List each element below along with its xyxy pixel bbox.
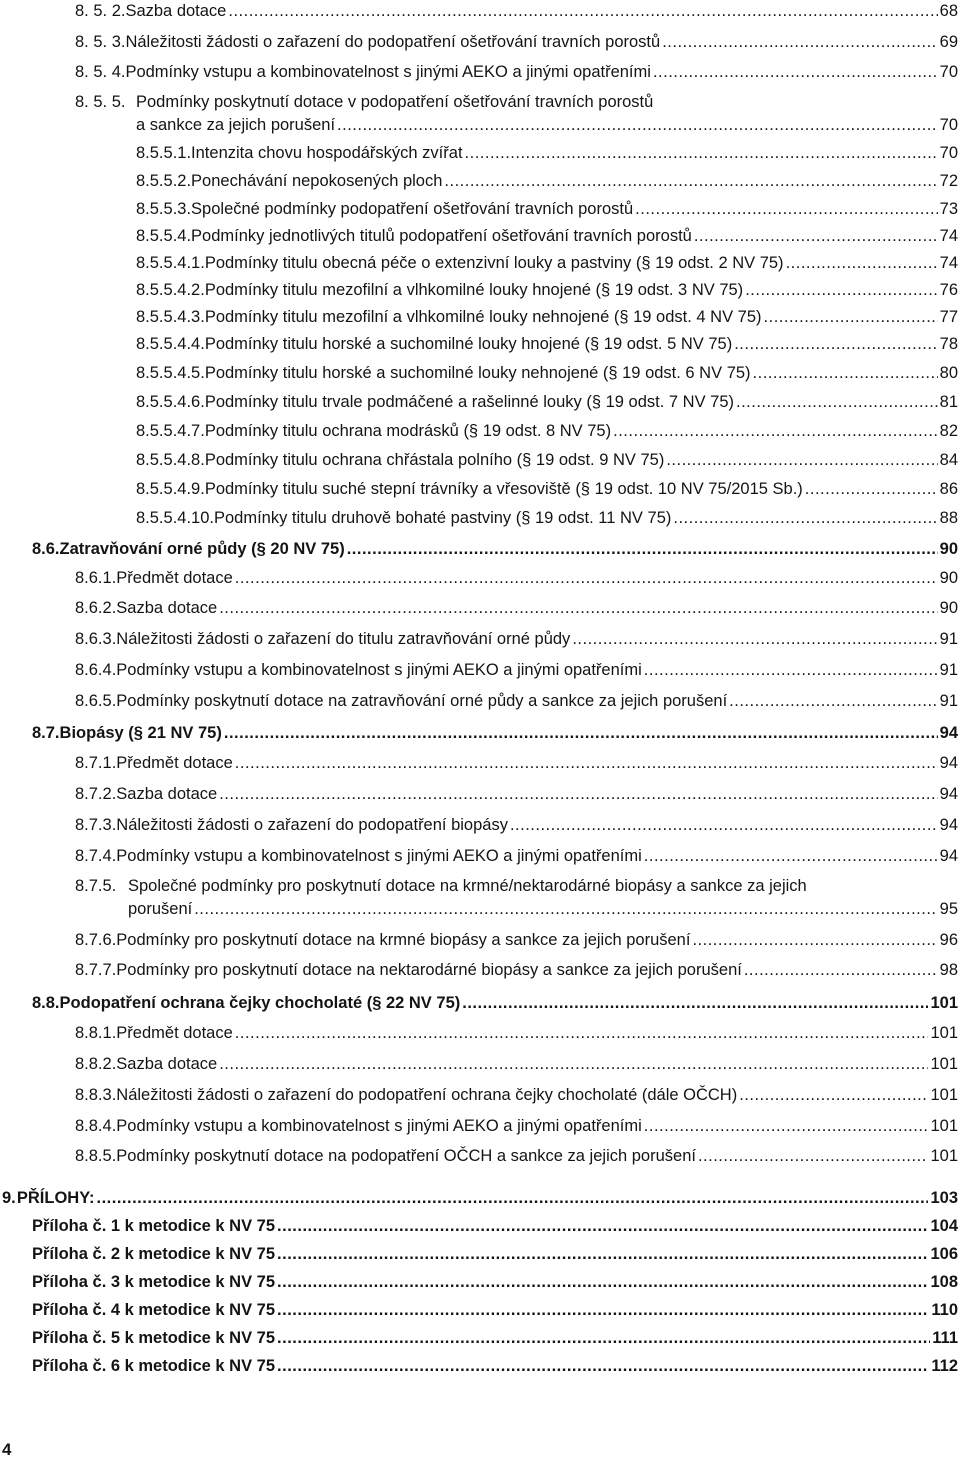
toc-title: Zatravňování orné půdy (§ 20 NV 75): [59, 540, 345, 558]
toc-leader: [613, 420, 938, 442]
toc-entry[interactable]: [75, 597, 958, 619]
toc-title: Podmínky poskytnutí dotace na zatravňování orné půdy a sankce za jejich porušení: [116, 692, 728, 710]
toc-page: 101: [930, 994, 958, 1012]
toc-title: Náležitosti žádosti o zařazení do podopatření ochrana čejky chocholaté (dále OČCH): [116, 1086, 738, 1104]
toc-leader: [753, 362, 938, 384]
toc-title: Podmínky titulu ochrana chřástala polního (§ 19 odst. 9 NV 75): [204, 451, 665, 469]
toc-page: 70: [939, 63, 958, 81]
toc-section[interactable]: [32, 538, 958, 560]
toc-entry[interactable]: [75, 929, 958, 951]
toc-entry[interactable]: [136, 391, 958, 413]
toc-leader: [673, 507, 937, 529]
toc-leader: [644, 845, 938, 867]
toc-leader: [666, 449, 937, 471]
toc-number: 8.6.: [32, 540, 60, 558]
toc-title: PŘÍLOHY:: [16, 1189, 95, 1207]
toc-leader: [444, 170, 937, 192]
toc-title: Podmínky titulu ochrana modrásků (§ 19 odst. 8 NV 75): [204, 422, 612, 440]
toc-page: 91: [939, 661, 958, 679]
toc-entry[interactable]: [136, 170, 958, 192]
toc-entry[interactable]: [75, 0, 958, 22]
toc-entry[interactable]: [75, 752, 958, 774]
toc-title: Podmínky vstupu a kombinovatelnost s jinými AEKO a jinými opatřeními: [125, 63, 651, 81]
toc-page: 77: [939, 308, 958, 326]
toc-title: Podmínky titulu druhově bohaté pastviny (§ 19 odst. 11 NV 75): [213, 509, 672, 527]
toc-title: Náležitosti žádosti o zařazení do titulu zatravňování orné půdy: [116, 630, 571, 648]
toc-leader: [97, 1187, 929, 1209]
toc-title: Podopatření ochrana čejky chocholaté (§ 22 NV 75): [59, 994, 461, 1012]
toc-leader: [235, 752, 938, 774]
toc-entry[interactable]: [136, 279, 958, 301]
toc-page: 101: [930, 1024, 958, 1042]
toc-title: Podmínky pro poskytnutí dotace na krmné biopásy a sankce za jejich porušení: [116, 931, 691, 949]
toc-number: 8.7.7.: [75, 961, 117, 979]
toc-leader: [805, 478, 938, 500]
toc-title: Podmínky titulu horské a suchomilné louky hnojené (§ 19 odst. 5 NV 75): [204, 335, 733, 353]
toc-title: Příloha č. 5 k metodice k NV 75: [32, 1329, 276, 1347]
toc-page: 94: [939, 754, 958, 772]
toc-leader: [786, 252, 938, 274]
toc-number: 8. 5. 2.: [75, 2, 126, 20]
toc-appendix[interactable]: [32, 1355, 958, 1377]
toc-number: 8. 5. 5.: [75, 93, 126, 111]
toc-title: Příloha č. 1 k metodice k NV 75: [32, 1217, 276, 1235]
toc-page: 88: [939, 509, 958, 527]
toc-entry[interactable]: [136, 449, 958, 471]
toc-page: 73: [939, 200, 958, 218]
toc-leader: [219, 597, 937, 619]
toc-page: 91: [939, 630, 958, 648]
toc-number: 8.5.5.4.8.: [136, 451, 205, 469]
toc-title: Ponechávání nepokosených ploch: [191, 172, 443, 190]
toc-page: 68: [939, 2, 958, 20]
toc-page: 108: [930, 1273, 958, 1291]
toc-number: 8.5.5.4.6.: [136, 393, 205, 411]
toc-page: 81: [939, 393, 958, 411]
toc-leader: [729, 690, 937, 712]
toc-entry[interactable]: [75, 1115, 958, 1137]
toc-page: 112: [931, 1357, 958, 1375]
toc-entry[interactable]: [75, 659, 958, 681]
toc-title: Podmínky vstupu a kombinovatelnost s jinými AEKO a jinými opatřeními: [116, 1117, 642, 1135]
toc-entry[interactable]: [75, 959, 958, 981]
toc-number: 8.7.1.: [75, 754, 117, 772]
toc-page: 94: [939, 785, 958, 803]
toc-number: 8.8.: [32, 994, 60, 1012]
toc-appendix[interactable]: [32, 1243, 958, 1265]
toc-page: 78: [939, 335, 958, 353]
toc-number: 8.5.5.4.1.: [136, 254, 205, 272]
toc-title: Podmínky poskytnutí dotace na podopatření OČCH a sankce za jejich porušení: [116, 1147, 696, 1165]
toc-title: Podmínky vstupu a kombinovatelnost s jinými AEKO a jinými opatřeními: [116, 661, 642, 679]
toc-number: 8.8.2.: [75, 1055, 117, 1073]
toc-entry[interactable]: [136, 225, 958, 247]
toc-leader: [644, 1115, 929, 1137]
toc-title-continuation: a sankce za jejich porušení: [136, 116, 336, 134]
toc-leader: [745, 279, 937, 301]
toc-entry[interactable]: [75, 690, 958, 712]
toc-page: 101: [930, 1086, 958, 1104]
toc-leader: [337, 114, 938, 136]
toc-entry[interactable]: [136, 478, 958, 500]
toc-leader: [235, 1022, 929, 1044]
toc-entry[interactable]: [136, 198, 958, 220]
toc-page: 69: [939, 33, 958, 51]
toc-leader: [465, 142, 938, 164]
toc-number: 8.8.4.: [75, 1117, 117, 1135]
toc-leader: [347, 538, 938, 560]
toc-page: 101: [930, 1147, 958, 1165]
toc-number: 8.8.1.: [75, 1024, 117, 1042]
toc-entry-first-line[interactable]: [75, 875, 807, 897]
toc-page: 101: [930, 1055, 958, 1073]
toc-entry[interactable]: [75, 1145, 958, 1167]
toc-title: Společné podmínky podopatření ošetřování travních porostů: [191, 200, 634, 218]
toc-entry[interactable]: [128, 898, 958, 920]
toc-number: 8.5.5.4.10.: [136, 509, 214, 527]
toc-appendix[interactable]: [32, 1215, 958, 1237]
toc-title: Podmínky titulu mezofilní a vlhkomilné louky hnojené (§ 19 odst. 3 NV 75): [204, 281, 744, 299]
toc-page: 94: [939, 724, 958, 742]
toc-number: 8.5.5.2.: [136, 172, 192, 190]
toc-number: 8.5.5.4.: [136, 227, 192, 245]
toc-entry-first-line[interactable]: [75, 91, 653, 113]
toc-leader: [635, 198, 937, 220]
toc-title: Sazba dotace: [116, 1055, 218, 1073]
toc-leader: [662, 31, 937, 53]
toc-title: Příloha č. 6 k metodice k NV 75: [32, 1357, 276, 1375]
toc-page: 103: [930, 1189, 958, 1207]
page-number: 4: [2, 1440, 12, 1459]
toc-appendix[interactable]: [32, 1271, 958, 1293]
toc-number: 9.: [2, 1189, 16, 1207]
toc-title: Podmínky titulu mezofilní a vlhkomilné louky nehnojené (§ 19 odst. 4 NV 75): [204, 308, 762, 326]
toc-title: Náležitosti žádosti o zařazení do podopatření biopásy: [116, 816, 508, 834]
toc-number: 8.8.3.: [75, 1086, 117, 1104]
toc-page: 106: [930, 1245, 958, 1263]
toc-appendix[interactable]: [32, 1299, 958, 1321]
toc-entry[interactable]: [136, 507, 958, 529]
toc-leader: [219, 783, 937, 805]
toc-page: 94: [939, 816, 958, 834]
toc-number: 8.7.6.: [75, 931, 117, 949]
toc-page: 82: [939, 422, 958, 440]
toc-section[interactable]: [32, 722, 958, 744]
toc-leader: [734, 333, 937, 355]
toc-title: Podmínky titulu horské a suchomilné louky nehnojené (§ 19 odst. 6 NV 75): [204, 364, 751, 382]
toc-entry[interactable]: [136, 252, 958, 274]
toc-page: 90: [939, 540, 958, 558]
toc-number: 8.7.: [32, 724, 60, 742]
toc-leader: [277, 1299, 929, 1321]
toc-section[interactable]: [2, 1187, 958, 1209]
toc-number: 8.5.5.4.3.: [136, 308, 205, 326]
toc-page: 104: [930, 1217, 958, 1235]
toc-page: 72: [939, 172, 958, 190]
toc-title: Podmínky pro poskytnutí dotace na nektarodárné biopásy a sankce za jejich porušení: [116, 961, 742, 979]
toc-number: 8.7.2.: [75, 785, 117, 803]
toc-page: 74: [939, 227, 958, 245]
toc-section[interactable]: [32, 992, 958, 1014]
toc-page: 90: [939, 599, 958, 617]
toc-entry[interactable]: [75, 567, 958, 589]
toc-number: 8.6.1.: [75, 569, 117, 587]
toc-number: 8. 5. 4.: [75, 63, 126, 81]
toc-title: Příloha č. 2 k metodice k NV 75: [32, 1245, 276, 1263]
toc-title: Podmínky vstupu a kombinovatelnost s jinými AEKO a jinými opatřeními: [116, 847, 642, 865]
toc-leader: [692, 929, 937, 951]
toc-appendix[interactable]: [32, 1327, 958, 1349]
toc-title-continuation: porušení: [128, 900, 193, 918]
toc-title: Sazba dotace: [125, 2, 227, 20]
toc-page: 70: [939, 144, 958, 162]
toc-number: 8.7.4.: [75, 847, 117, 865]
toc-leader: [277, 1327, 930, 1349]
toc-entry[interactable]: [75, 814, 958, 836]
toc-number: 8. 5. 3.: [75, 33, 126, 51]
toc-leader: [510, 814, 938, 836]
toc-leader: [462, 992, 928, 1014]
toc-title: Předmět dotace: [116, 1024, 233, 1042]
toc-leader: [694, 225, 938, 247]
toc-page: 90: [939, 569, 958, 587]
toc-leader: [572, 628, 937, 650]
toc-entry[interactable]: [136, 362, 958, 384]
toc-leader: [744, 959, 938, 981]
toc-leader: [194, 898, 937, 920]
toc-page: 74: [939, 254, 958, 272]
toc-number: 8.6.5.: [75, 692, 117, 710]
toc-leader: [698, 1145, 929, 1167]
toc-number: 8.5.5.4.9.: [136, 480, 205, 498]
toc-leader: [235, 567, 938, 589]
toc-number: 8.5.5.4.7.: [136, 422, 205, 440]
toc-leader: [644, 659, 938, 681]
toc-entry[interactable]: [75, 1084, 958, 1106]
toc-number: 8.8.5.: [75, 1147, 117, 1165]
toc-page: 96: [939, 931, 958, 949]
toc-title: Sazba dotace: [116, 599, 218, 617]
toc-number: 8.5.5.4.2.: [136, 281, 205, 299]
toc-leader: [739, 1084, 928, 1106]
toc-number: 8.5.5.1.: [136, 144, 192, 162]
toc-title: Intenzita chovu hospodářských zvířat: [191, 144, 463, 162]
toc-title: Společné podmínky pro poskytnutí dotace na krmné/nektarodárné biopásy a sankce za jejich: [128, 877, 807, 895]
toc-page: 95: [939, 900, 958, 918]
toc-number: 8.5.5.4.4.: [136, 335, 205, 353]
toc-leader: [653, 61, 938, 83]
toc-page: 101: [930, 1117, 958, 1135]
toc-title: Náležitosti žádosti o zařazení do podopatření ošetřování travních porostů: [125, 33, 661, 51]
toc-entry[interactable]: [136, 333, 958, 355]
toc-page: 76: [939, 281, 958, 299]
toc-leader: [228, 0, 937, 22]
toc-number: 8.6.3.: [75, 630, 117, 648]
toc-leader: [277, 1271, 928, 1293]
toc-title: Sazba dotace: [116, 785, 218, 803]
toc-entry[interactable]: [75, 61, 958, 83]
toc-title: Podmínky titulu trvale podmáčené a rašelinné louky (§ 19 odst. 7 NV 75): [204, 393, 735, 411]
toc-title: Podmínky titulu suché stepní trávníky a vřesoviště (§ 19 odst. 10 NV 75/2015 Sb.): [204, 480, 803, 498]
toc-leader: [736, 391, 938, 413]
toc-leader: [224, 722, 938, 744]
toc-leader: [219, 1053, 928, 1075]
toc-page: 110: [931, 1301, 958, 1319]
toc-entry[interactable]: [75, 845, 958, 867]
toc-number: 8.5.5.4.5.: [136, 364, 205, 382]
toc-entry[interactable]: [75, 1022, 958, 1044]
toc-number: 8.7.5.: [75, 877, 117, 895]
toc-entry[interactable]: [136, 114, 958, 136]
toc-entry[interactable]: [75, 1053, 958, 1075]
toc-entry[interactable]: [75, 628, 958, 650]
toc-leader: [764, 306, 938, 328]
toc-title: Příloha č. 4 k metodice k NV 75: [32, 1301, 276, 1319]
toc-page: 86: [939, 480, 958, 498]
toc-title: Příloha č. 3 k metodice k NV 75: [32, 1273, 276, 1291]
toc-number: 8.6.2.: [75, 599, 117, 617]
toc-title: Podmínky poskytnutí dotace v podopatření ošetřování travních porostů: [136, 93, 654, 111]
toc-page: 84: [939, 451, 958, 469]
toc-title: Podmínky titulu obecná péče o extenzivní louky a pastviny (§ 19 odst. 2 NV 75): [204, 254, 784, 272]
toc-page: 70: [939, 116, 958, 134]
toc-entry[interactable]: [136, 306, 958, 328]
toc-leader: [277, 1243, 928, 1265]
toc-number: 8.6.4.: [75, 661, 117, 679]
toc-leader: [277, 1355, 929, 1377]
toc-title: Podmínky jednotlivých titulů podopatření ošetřování travních porostů: [191, 227, 692, 245]
toc-leader: [277, 1215, 928, 1237]
toc-title: Biopásy (§ 21 NV 75): [59, 724, 222, 742]
toc-entry[interactable]: [75, 31, 958, 53]
toc-page: 111: [932, 1329, 958, 1347]
toc-number: 8.7.3.: [75, 816, 117, 834]
toc-number: 8.5.5.3.: [136, 200, 192, 218]
toc-page: 98: [939, 961, 958, 979]
toc-title: Předmět dotace: [116, 569, 233, 587]
toc-title: Předmět dotace: [116, 754, 233, 772]
toc-page: 94: [939, 847, 958, 865]
toc-page: 80: [939, 364, 958, 382]
toc-entry[interactable]: [136, 142, 958, 164]
toc-entry[interactable]: [75, 783, 958, 805]
toc-entry[interactable]: [136, 420, 958, 442]
toc-page: 91: [939, 692, 958, 710]
